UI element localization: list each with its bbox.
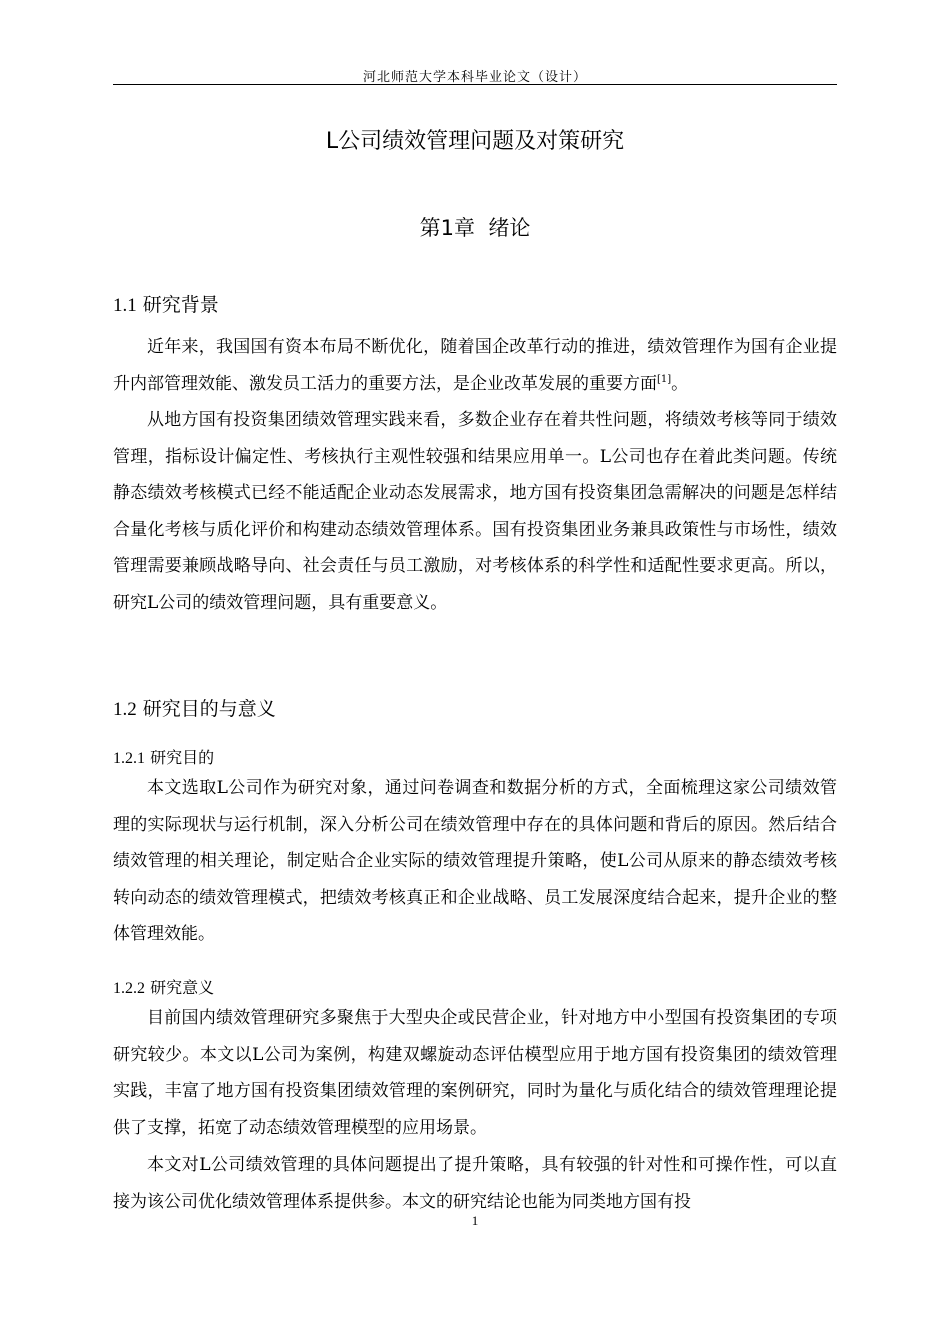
section-heading-1-2	[113, 694, 276, 721]
page-number: 1	[471, 1213, 479, 1228]
section-title: 研究目的与意义	[142, 698, 276, 720]
section-number: 1.2	[113, 699, 137, 720]
subsection-heading-1-2-2	[113, 975, 214, 998]
paragraph-1-2-2-b: 本文对L公司绩效管理的具体问题提出了提升策略，具有较强的针对性和可操作性，可以直接为该公司优化绩效管理体系提供参。本文的研究结论也能为同类地方国有投	[113, 1155, 837, 1212]
paragraph-1-1-b: 从地方国有投资集团绩效管理实践来看，多数企业存在着共性问题，将绩效考核等同于绩效管理，指标设计偏定性、考核执行主观性较强和结果应用单一。L公司也存在着此类问题。传统静态绩效考核模式已经不能适配企业动态发展需求，地方国有投资集团急需解决的问题是怎样结合量化考核与质化评价和构建动态绩效管理体系。国有投资集团业务兼具政策性与市场性，绩效管理需要兼顾战略导向、社会责任与员工激励，对考核体系的科学性和适配性要求更高。所以，研究L公司的绩效管理问题，具有重要意义。	[113, 410, 837, 613]
citation-marker: [1]	[657, 373, 672, 385]
paragraph-text: 近年来，我国国有资本布局不断优化，随着国企改革行动的推进，绩效管理作为国有企业提升内部管理效能、激发员工活力的重要方法，是企业改革发展的重要方面	[113, 337, 837, 394]
section-number: 1.1	[113, 295, 137, 316]
paragraph-1-2-1: 本文选取L公司作为研究对象，通过问卷调查和数据分析的方式，全面梳理这家公司绩效管理的实际现状与运行机制，深入分析公司在绩效管理中存在的具体问题和背后的原因。然后结合绩效管理的相关理论，制定贴合企业实际的绩效管理提升策略，使L公司从原来的静态绩效考核转向动态的绩效管理模式，把绩效考核真正和企业战略、员工发展深度结合起来，提升企业的整体管理效能。	[113, 778, 837, 944]
chapter-number: 第1章	[419, 216, 475, 240]
chapter-heading	[0, 212, 950, 242]
chapter-name: 绪论	[488, 216, 531, 240]
subsection-heading-1-2-1	[113, 745, 214, 768]
subsection-title: 研究意义	[150, 978, 215, 997]
subsection-number: 1.2.2	[113, 980, 145, 997]
paragraph-1-1-a	[113, 329, 837, 402]
document-title: L公司绩效管理问题及对策研究	[325, 129, 625, 154]
paragraph-end: 。	[671, 373, 689, 394]
page-header: 河北师范大学本科毕业论文（设计）	[362, 70, 587, 85]
header-rule	[113, 84, 837, 85]
paragraph-1-2-2-a: 目前国内绩效管理研究多聚焦于大型央企或民营企业，针对地方中小型国有投资集团的专项研究较少。本文以L公司为案例，构建双螺旋动态评估模型应用于地方国有投资集团的绩效管理实践，丰富了地方国有投资集团绩效管理的案例研究，同时为量化与质化结合的绩效管理理论提供了支撑，拓宽了动态绩效管理模型的应用场景。	[113, 1008, 837, 1138]
section-title: 研究背景	[142, 294, 219, 316]
subsection-number: 1.2.1	[113, 750, 145, 767]
subsection-title: 研究目的	[150, 748, 215, 767]
section-heading-1-1	[113, 290, 219, 317]
